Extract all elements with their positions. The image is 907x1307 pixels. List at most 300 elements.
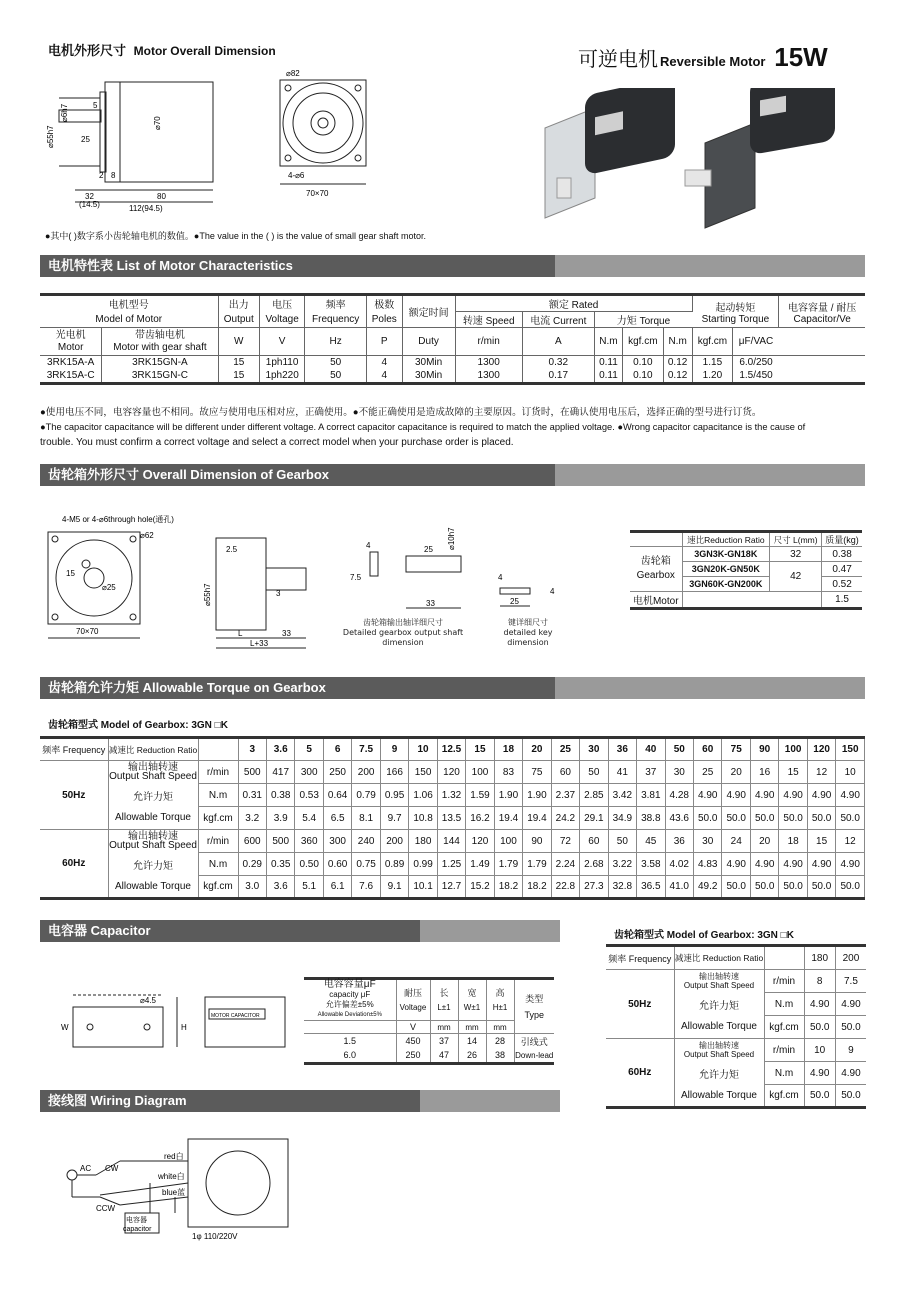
- wire-blue: blue蓝: [162, 1188, 186, 1197]
- h-size: 尺寸 L(mm): [770, 532, 822, 547]
- value-cell: 360: [295, 830, 323, 853]
- u-hz: Hz: [305, 328, 367, 356]
- value-cell: 3.22: [608, 853, 636, 876]
- wire-red: red白: [164, 1152, 184, 1161]
- cell: 0.10: [622, 356, 663, 370]
- gb-d15: 15: [66, 569, 75, 578]
- gb-L33: L+33: [250, 639, 269, 648]
- gb-4c: 4: [550, 587, 555, 596]
- value-cell: 7.6: [352, 876, 380, 899]
- ratio-header: 36: [608, 738, 636, 761]
- value-cell: 100: [466, 761, 494, 784]
- cell: 50: [305, 356, 367, 370]
- lbl-speed-en: Output Shaft Speed: [683, 1050, 755, 1060]
- h-gear: [102, 328, 218, 356]
- u-kgf: kgf.cm: [764, 1016, 804, 1039]
- value-cell: 37: [637, 761, 665, 784]
- caption-shaft: [338, 618, 468, 648]
- gb-L-cell: 32: [770, 547, 822, 562]
- value-cell: 4.90: [836, 853, 865, 876]
- cell: 3RK15GN-A: [102, 356, 218, 370]
- h-motor-en: Motor: [57, 341, 84, 353]
- dim-shaft-diameter: ⌀6h7: [60, 103, 69, 122]
- h-duty-en: Duty: [402, 328, 455, 356]
- gb-33: 33: [282, 629, 291, 638]
- dim-25: 25: [81, 135, 90, 144]
- u-mm: mm: [486, 1021, 514, 1034]
- cell: 0.12: [663, 356, 692, 370]
- lbl-torque-cn: 允许力矩: [108, 784, 198, 807]
- value-cell: 43.6: [665, 807, 693, 830]
- cell: 30Min: [402, 370, 455, 384]
- value-cell: 34.9: [608, 807, 636, 830]
- cell: 3RK15GN-C: [102, 370, 218, 384]
- value-cell: 36.5: [637, 876, 665, 899]
- gb-empty: [682, 592, 770, 609]
- h-gear-en: Motor with gear shaft: [113, 341, 207, 353]
- motor-photos: [535, 88, 855, 238]
- h-volt-en: Voltage: [399, 1002, 427, 1012]
- value-cell: 1.06: [409, 784, 437, 807]
- cap-label: MOTOR CAPACITOR: [211, 1013, 260, 1019]
- cell: 1.5: [304, 1034, 396, 1049]
- cell: 1.5/450: [739, 370, 773, 382]
- value-cell: 4.90: [750, 853, 778, 876]
- cell: 0.11: [594, 356, 622, 370]
- value-cell: 50.0: [779, 807, 807, 830]
- value-cell: 1.25: [437, 853, 465, 876]
- value-cell: 27.3: [580, 876, 608, 899]
- u-kgf: kgf.cm: [622, 328, 663, 356]
- cap-type-cn: 引线式: [520, 1036, 548, 1047]
- u-w: W: [218, 328, 259, 356]
- value-cell: 120: [466, 830, 494, 853]
- section-title: 齿轮箱允许力矩 Allowable Torque on Gearbox: [48, 680, 326, 695]
- cell: 50.0: [804, 1085, 835, 1108]
- value-cell: 200: [352, 761, 380, 784]
- h-type: [514, 979, 554, 1034]
- gb-4b: 4: [498, 573, 503, 582]
- h-l: [430, 979, 458, 1021]
- torque-table: [40, 736, 865, 900]
- cell: 15: [218, 356, 259, 370]
- lbl-torque-cn: 允许力矩: [108, 853, 198, 876]
- lbl-speed-cn: 输出轴转速: [128, 831, 178, 843]
- u-v: V: [259, 328, 304, 356]
- value-cell: 3.42: [608, 784, 636, 807]
- h-freq: 频率: [305, 295, 367, 312]
- h-weight: 质量(kg): [822, 532, 862, 547]
- gb-motor: 电机Motor: [630, 592, 682, 609]
- gb-w-cell: 0.38: [822, 547, 862, 562]
- value-cell: 10: [836, 761, 865, 784]
- value-cell: 50.0: [836, 876, 865, 899]
- gb-4: 4: [366, 541, 371, 550]
- cell: 28: [486, 1034, 514, 1049]
- cap-type-en: Down-lead: [515, 1050, 554, 1060]
- cell: 1.15: [692, 356, 733, 370]
- section-gearbox-dimension: [40, 464, 865, 486]
- dim-holes: 4-⌀6: [288, 171, 305, 180]
- value-cell: 1.32: [437, 784, 465, 807]
- value-cell: 30: [665, 761, 693, 784]
- ratio-header: 30: [580, 738, 608, 761]
- value-cell: 10.1: [409, 876, 437, 899]
- cell: 4.90: [804, 993, 835, 1016]
- value-cell: 3.58: [637, 853, 665, 876]
- gb-L-cell: 42: [770, 562, 822, 592]
- h-h-cn: 高: [495, 987, 505, 998]
- h-cap-en: Capacitor/Ve: [793, 313, 851, 325]
- unit-cell: r/min: [198, 761, 238, 784]
- section-title: 电机特性表 List of Motor Characteristics: [48, 258, 293, 273]
- h-duty: [402, 295, 455, 328]
- motor-front-drawing: [268, 66, 378, 206]
- value-cell: 0.50: [295, 853, 323, 876]
- wire-cap-en: capacitor: [123, 1226, 152, 1233]
- value-cell: 180: [409, 830, 437, 853]
- value-cell: 2.24: [551, 853, 579, 876]
- wire-supply: 1φ 110/220V: [192, 1232, 238, 1241]
- value-cell: 500: [238, 761, 266, 784]
- lbl-torque-cn: 允许力矩: [674, 1062, 764, 1085]
- value-cell: 4.90: [750, 784, 778, 807]
- ratio-header: 18: [494, 738, 522, 761]
- lbl-speed: [108, 830, 198, 853]
- lbl-speed-cn: 输出轴转速: [128, 762, 178, 774]
- value-cell: 15.2: [466, 876, 494, 899]
- wiring-diagram: [60, 1135, 300, 1250]
- wire-white: white白: [158, 1172, 185, 1181]
- value-cell: 10.8: [409, 807, 437, 830]
- value-cell: 144: [437, 830, 465, 853]
- table-row: [304, 1049, 554, 1064]
- u-kgf2: kgf.cm: [692, 328, 733, 356]
- u-rmin: r/min: [764, 1039, 804, 1062]
- table-row: [40, 784, 865, 807]
- motor-body-outline: [105, 82, 213, 182]
- lbl-speed-en: Output Shaft Speed: [109, 771, 197, 783]
- freq-label: 60Hz: [40, 830, 108, 899]
- unit-cell: r/min: [198, 830, 238, 853]
- value-cell: 16: [750, 761, 778, 784]
- ratio-180: 180: [804, 946, 835, 970]
- h-ratio: 速比Reduction Ratio: [682, 532, 770, 547]
- gb-holes: 4-M5 or 4-⌀6through hole(通孔): [62, 515, 174, 524]
- value-cell: 25: [694, 761, 722, 784]
- h-h-en: H±1: [492, 1002, 508, 1012]
- capacitor-drawing: [55, 985, 300, 1060]
- u-nm: N.m: [594, 328, 622, 356]
- h-l-en: L±1: [437, 1002, 451, 1012]
- ratio-200: 200: [842, 952, 860, 964]
- ratio-header: 40: [637, 738, 665, 761]
- table-row: [40, 761, 865, 784]
- value-cell: 1.79: [494, 853, 522, 876]
- unit-cell: N.m: [198, 853, 238, 876]
- value-cell: 50.0: [722, 807, 750, 830]
- h-duty-cn: 额定时间: [408, 308, 449, 319]
- section-motor-characteristics: [40, 255, 865, 277]
- value-cell: 4.83: [694, 853, 722, 876]
- value-cell: 0.29: [238, 853, 266, 876]
- value-cell: 1.59: [466, 784, 494, 807]
- value-cell: 18: [779, 830, 807, 853]
- notes-block: [40, 405, 870, 450]
- title-en: Motor Overall Dimension: [133, 44, 276, 58]
- value-cell: 9.7: [380, 807, 408, 830]
- cell: 15: [218, 370, 259, 384]
- ratio-header: 60: [694, 738, 722, 761]
- value-cell: 75: [523, 761, 551, 784]
- gb-motor-w: 1.5: [822, 592, 862, 609]
- value-cell: 15: [807, 830, 835, 853]
- value-cell: 6.1: [323, 876, 351, 899]
- gb-33b: 33: [426, 599, 435, 608]
- lbl-speed: [674, 1039, 764, 1062]
- ratio-header: 6: [323, 738, 351, 761]
- h-frequency: 频率 Frequency: [40, 738, 108, 761]
- value-cell: 72: [551, 830, 579, 853]
- small-torque-table: [606, 944, 866, 1109]
- gb-d25: ⌀25: [102, 583, 116, 592]
- value-cell: 18.2: [494, 876, 522, 899]
- note-line-3: trouble. You must confirm a correct voltage and select a correct model when your purchase order is placed.: [40, 437, 514, 448]
- section-capacitor: [40, 920, 560, 942]
- value-cell: 41.0: [665, 876, 693, 899]
- h-dev-cn: 允许偏差±5%: [325, 1000, 374, 1009]
- motor-side-drawing: [45, 70, 230, 220]
- lbl-torque-cn: 允许力矩: [674, 993, 764, 1016]
- value-cell: 15: [779, 761, 807, 784]
- value-cell: 50.0: [694, 807, 722, 830]
- cell: 1ph220: [259, 370, 304, 384]
- h-freq-en: Frequency: [305, 312, 367, 328]
- h-poles: 极数: [367, 295, 402, 312]
- gb-d10: ⌀10h7: [447, 527, 456, 550]
- value-cell: 2.37: [551, 784, 579, 807]
- cell: 3RK15A-C: [40, 370, 102, 384]
- h-output: 出力: [218, 295, 259, 312]
- dim-32: 32: [85, 192, 94, 201]
- cell: 14: [458, 1034, 486, 1049]
- lbl-speed-en: Output Shaft Speed: [109, 840, 197, 852]
- cell: 7.5: [835, 970, 866, 993]
- dim-80: 80: [157, 192, 166, 201]
- caption-key-cn: 键详细尺寸: [508, 618, 548, 627]
- ratio-header: 50: [665, 738, 693, 761]
- value-cell: 45: [637, 830, 665, 853]
- h-current: 电流 Current: [522, 312, 594, 328]
- cell: 50.0: [841, 1090, 861, 1101]
- dim-14-5: (14.5): [79, 200, 100, 209]
- h-unit: [198, 738, 238, 761]
- gb-model: 3GN20K-GN50K: [682, 562, 770, 577]
- gb-corner: [630, 532, 682, 547]
- table-row: [40, 830, 865, 853]
- cap-h: H: [181, 1023, 187, 1032]
- value-cell: 3.0: [238, 876, 266, 899]
- gb-cn: 齿轮箱: [640, 556, 671, 567]
- gearbox-table: [630, 530, 862, 610]
- h-start-en: Starting Torque: [701, 313, 770, 325]
- h-gear-cn: 带齿轴电机: [134, 329, 185, 341]
- ratio-header: 25: [551, 738, 579, 761]
- lbl-torque-en: Allowable Torque: [108, 807, 198, 830]
- h-speed: 转速 Speed: [455, 312, 522, 328]
- section-title: 电容器 Capacitor: [48, 923, 151, 938]
- cell: 450: [396, 1034, 430, 1049]
- cell: 37: [430, 1034, 458, 1049]
- value-cell: 3.81: [637, 784, 665, 807]
- u-nm: N.m: [764, 993, 804, 1016]
- value-cell: 30: [694, 830, 722, 853]
- value-cell: 90: [523, 830, 551, 853]
- note-line-1: ●使用电压不同，电容容量也不相同。故应与使用电压相对应，正确使用。●不能正确使用是造成故障的主要原因。订货时，在确认使用电压后，选择正确的型号进行订货。: [40, 407, 762, 418]
- cell: 6.0/250: [739, 357, 773, 369]
- u-kgf: kgf.cm: [764, 1085, 804, 1108]
- gb-25: 25: [424, 545, 433, 554]
- value-cell: 19.4: [494, 807, 522, 830]
- gb-w-cell: 0.47: [822, 562, 862, 577]
- value-cell: 49.2: [694, 876, 722, 899]
- dim-body-diameter: ⌀70: [153, 116, 162, 130]
- h-type-en: Type: [524, 1009, 544, 1020]
- value-cell: 50: [608, 830, 636, 853]
- cell: 50: [305, 370, 367, 384]
- dim-2: 2: [99, 171, 104, 180]
- cell: 0.17: [522, 370, 594, 384]
- cell: 50.0: [841, 1021, 861, 1033]
- value-cell: 0.53: [295, 784, 323, 807]
- unit-cell: kgf.cm: [198, 876, 238, 899]
- value-cell: 60: [580, 830, 608, 853]
- ratio-header: 5: [295, 738, 323, 761]
- h-cap: [304, 979, 396, 1021]
- h-l-cn: 长: [439, 987, 449, 998]
- value-cell: 600: [238, 830, 266, 853]
- value-cell: 13.5: [437, 807, 465, 830]
- h-motor: [40, 328, 102, 356]
- power-label: 15W: [774, 42, 828, 72]
- h-model-cn: 电机型号: [40, 295, 218, 312]
- h-cap-cn: 电容容量μF: [323, 979, 376, 990]
- h-cap-en: capacity μF: [329, 990, 371, 999]
- value-cell: 4.90: [779, 853, 807, 876]
- small-table-model-label: 齿轮箱型式 Model of Gearbox: 3GN □K: [614, 930, 794, 941]
- value-cell: 200: [380, 830, 408, 853]
- ratio-header: 75: [722, 738, 750, 761]
- u-rmin: r/min: [764, 970, 804, 993]
- cell: 38: [486, 1049, 514, 1064]
- value-cell: 50: [580, 761, 608, 784]
- cell: 4.90: [804, 1062, 835, 1085]
- cell: 1.20: [692, 370, 733, 384]
- table-row: [40, 876, 865, 899]
- lbl-speed: [108, 761, 198, 784]
- value-cell: 12.7: [437, 876, 465, 899]
- value-cell: 36: [665, 830, 693, 853]
- gb-25b: 25: [510, 597, 519, 606]
- value-cell: 3.9: [266, 807, 294, 830]
- lbl-torque-en: Allowable Torque: [674, 1085, 764, 1108]
- value-cell: 166: [380, 761, 408, 784]
- value-cell: 4.90: [807, 784, 835, 807]
- value-cell: 500: [266, 830, 294, 853]
- cell: 9: [835, 1039, 866, 1062]
- wire-cap-cn: 电容器: [126, 1217, 147, 1224]
- gb-d55: ⌀55h7: [203, 583, 212, 606]
- wire-cw: CW: [105, 1164, 119, 1173]
- value-cell: 22.8: [551, 876, 579, 899]
- note-line-2: ●The capacitor capacitance will be different under different voltage. A correct capacitor capacitance is required to match the applied voltage. ●Wrong capacitor capacitance is the cause of: [40, 422, 806, 432]
- ratio-header: 20: [523, 738, 551, 761]
- value-cell: 3.2: [238, 807, 266, 830]
- ratio-header: 7.5: [352, 738, 380, 761]
- dim-pilot-diameter: ⌀55h7: [46, 125, 55, 148]
- caption-shaft-en: Detailed gearbox output shaft dimension: [342, 628, 464, 647]
- cell: 4.90: [835, 993, 866, 1016]
- value-cell: 4.28: [665, 784, 693, 807]
- ratio-header: 3: [238, 738, 266, 761]
- h-frequency: 频率 Frequency: [606, 946, 674, 970]
- h-h: [486, 979, 514, 1021]
- h-model-en: Model of Motor: [40, 312, 218, 328]
- dimension-note: ●其中( )数字系小齿轮轴电机的数值。●The value in the ( ) is the value of small gear shaft motor.: [45, 231, 426, 241]
- value-cell: 1.90: [523, 784, 551, 807]
- value-cell: 60: [551, 761, 579, 784]
- lbl-speed-cn: 输出轴转速: [699, 972, 739, 982]
- ratio-header: 150: [836, 738, 865, 761]
- value-cell: 5.4: [295, 807, 323, 830]
- dim-8: 8: [111, 171, 116, 180]
- gb-empty: [770, 592, 822, 609]
- h-voltage-en: Voltage: [259, 312, 304, 328]
- gb-square: 70×70: [76, 627, 99, 636]
- value-cell: 3.6: [266, 876, 294, 899]
- cell: 30Min: [402, 356, 455, 370]
- unit-cell: N.m: [198, 784, 238, 807]
- table-row: [40, 356, 865, 370]
- cell: 50.0: [804, 1016, 835, 1039]
- cell: 0.10: [622, 370, 663, 384]
- lbl-speed-en: Output Shaft Speed: [683, 981, 755, 991]
- value-cell: 9.1: [380, 876, 408, 899]
- gb-7-5: 7.5: [350, 573, 362, 582]
- value-cell: 150: [409, 761, 437, 784]
- u-a: A: [522, 328, 594, 356]
- u-cap-empty: [304, 1021, 396, 1034]
- value-cell: 0.35: [266, 853, 294, 876]
- value-cell: 4.90: [836, 784, 865, 807]
- wire-ac: AC: [80, 1164, 92, 1173]
- value-cell: 4.90: [694, 784, 722, 807]
- value-cell: 4.90: [807, 853, 835, 876]
- u-p: P: [367, 328, 402, 356]
- product-cn: 可逆电机: [578, 49, 658, 71]
- freq-label: 50Hz: [40, 761, 108, 830]
- cell: 4: [367, 370, 402, 384]
- h-start: [692, 295, 779, 328]
- value-cell: 120: [437, 761, 465, 784]
- value-cell: 4.90: [722, 853, 750, 876]
- cell: 26: [458, 1049, 486, 1064]
- value-cell: 0.38: [266, 784, 294, 807]
- h-start-cn: 起动转矩: [715, 302, 756, 314]
- h-dev-en: Allowable Deviation±5%: [317, 1012, 382, 1018]
- value-cell: 41: [608, 761, 636, 784]
- cell: 1300: [455, 356, 522, 370]
